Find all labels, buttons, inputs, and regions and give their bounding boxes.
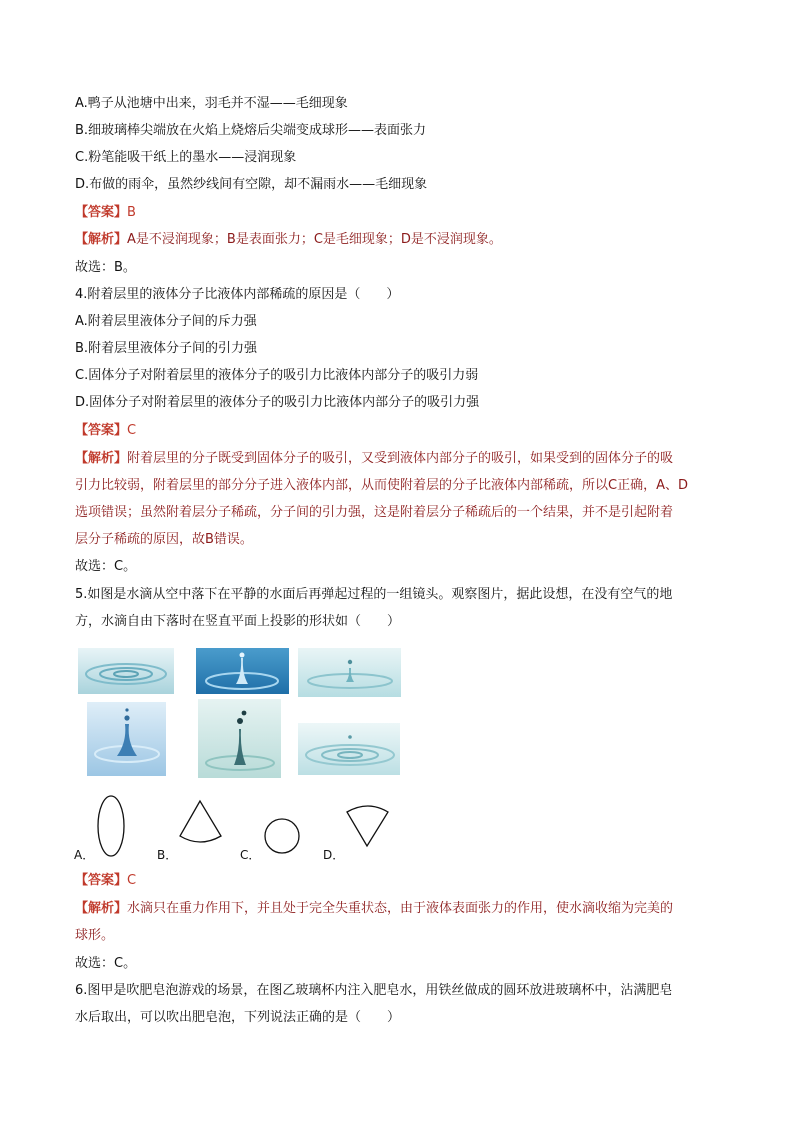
q3-option-d: D.布做的雨伞，虽然纱线间有空隙，却不漏雨水——毛细现象: [75, 177, 428, 192]
answer-value: B: [127, 205, 136, 220]
q3-answer: [75, 204, 136, 221]
circle-shape-option-c: [262, 816, 302, 856]
answer-value: C: [127, 873, 137, 888]
q4-analysis-2: 引力比较弱，附着层里的部分分子进入液体内部，从而使附着层的分子比液体内部稀疏，所以C正确，A、D: [75, 478, 688, 493]
q4-answer: [75, 422, 136, 439]
inverted-cone-shape-option-d: [342, 800, 392, 850]
q6-stem-2: 水后取出，可以吹出肥皂泡，下列说法正确的是（ ）: [75, 1010, 401, 1025]
option-label-c: C．: [240, 848, 261, 862]
analysis-text: 附着层里的分子既受到固体分子的吸引，又受到液体内部分子的吸引，如果受到的固体分子的吸: [127, 451, 674, 466]
q4-option-c: C.固体分子对附着层里的液体分子的吸引力比液体内部分子的吸引力弱: [75, 368, 479, 383]
q4-analysis-1: [75, 450, 673, 467]
option-label-d: D．: [323, 848, 345, 862]
q4-option-b: B.附着层里液体分子间的引力强: [75, 341, 258, 356]
q4-conclusion: 故选：C。: [75, 559, 137, 574]
q5-conclusion: 故选：C。: [75, 956, 137, 971]
q4-analysis-3: 选项错误；虽然附着层分子稀疏，分子间的引力强，这是附着层分子稀疏后的一个结果，并不是引起附着: [75, 505, 674, 520]
q5-answer: [75, 872, 136, 889]
q3-option-a: A.鸭子从池塘中出来，羽毛并不湿——毛细现象: [75, 96, 348, 111]
answer-tag: 【答案】: [75, 873, 128, 888]
q3-option-b: B.细玻璃棒尖端放在火焰上烧熔后尖端变成球形——表面张力: [75, 123, 427, 138]
q6-stem-1: 6.图甲是吹肥皂泡游戏的场景，在图乙玻璃杯内注入肥皂水，用铁丝做成的圆环放进玻璃杯中，沾满肥皂: [75, 983, 673, 998]
option-label-a: A．: [74, 848, 95, 862]
q5-analysis-1: [75, 900, 673, 917]
q5-analysis-2: 球形。: [75, 928, 115, 943]
water-ripple-photo-1: [78, 648, 174, 694]
cone-shape-option-b: [176, 798, 226, 850]
q5-stem-2: 方，水滴自由下落时在竖直平面上投影的形状如（ ）: [75, 614, 401, 629]
analysis-text: A是不浸润现象；B是表面张力；C是毛细现象；D是不浸润现象。: [127, 232, 502, 247]
ellipse-shape-option-a: [95, 794, 127, 858]
analysis-tag: 【解析】: [75, 232, 128, 247]
option-label-b: B．: [157, 848, 178, 862]
q4-option-d: D.固体分子对附着层里的液体分子的吸引力比液体内部分子的吸引力强: [75, 395, 480, 410]
water-column-photo-5: [198, 699, 281, 778]
q4-stem: 4.附着层里的液体分子比液体内部稀疏的原因是（ ）: [75, 287, 400, 302]
q3-conclusion: 故选：B。: [75, 260, 136, 275]
water-drop-photo-3: [298, 648, 401, 697]
water-crown-photo-4: [87, 702, 166, 776]
analysis-tag: 【解析】: [75, 451, 128, 466]
q4-option-a: A.附着层里液体分子间的斥力强: [75, 314, 257, 329]
q3-option-c: C.粉笔能吸干纸上的墨水——浸润现象: [75, 150, 297, 165]
analysis-tag: 【解析】: [75, 901, 128, 916]
q4-analysis-4: 层分子稀疏的原因，故B错误。: [75, 532, 253, 547]
water-ripple-photo-6: [298, 723, 400, 775]
q5-stem-1: 5.如图是水滴从空中落下在平静的水面后再弹起过程的一组镜头。观察图片，据此设想，在没有空气的地: [75, 587, 673, 602]
q3-analysis: [75, 231, 502, 248]
answer-value: C: [127, 423, 137, 438]
water-splash-photo-2: [196, 648, 289, 694]
analysis-text: 水滴只在重力作用下，并且处于完全失重状态，由于液体表面张力的作用，使水滴收缩为完美的: [127, 901, 674, 916]
answer-tag: 【答案】: [75, 205, 128, 220]
answer-tag: 【答案】: [75, 423, 128, 438]
